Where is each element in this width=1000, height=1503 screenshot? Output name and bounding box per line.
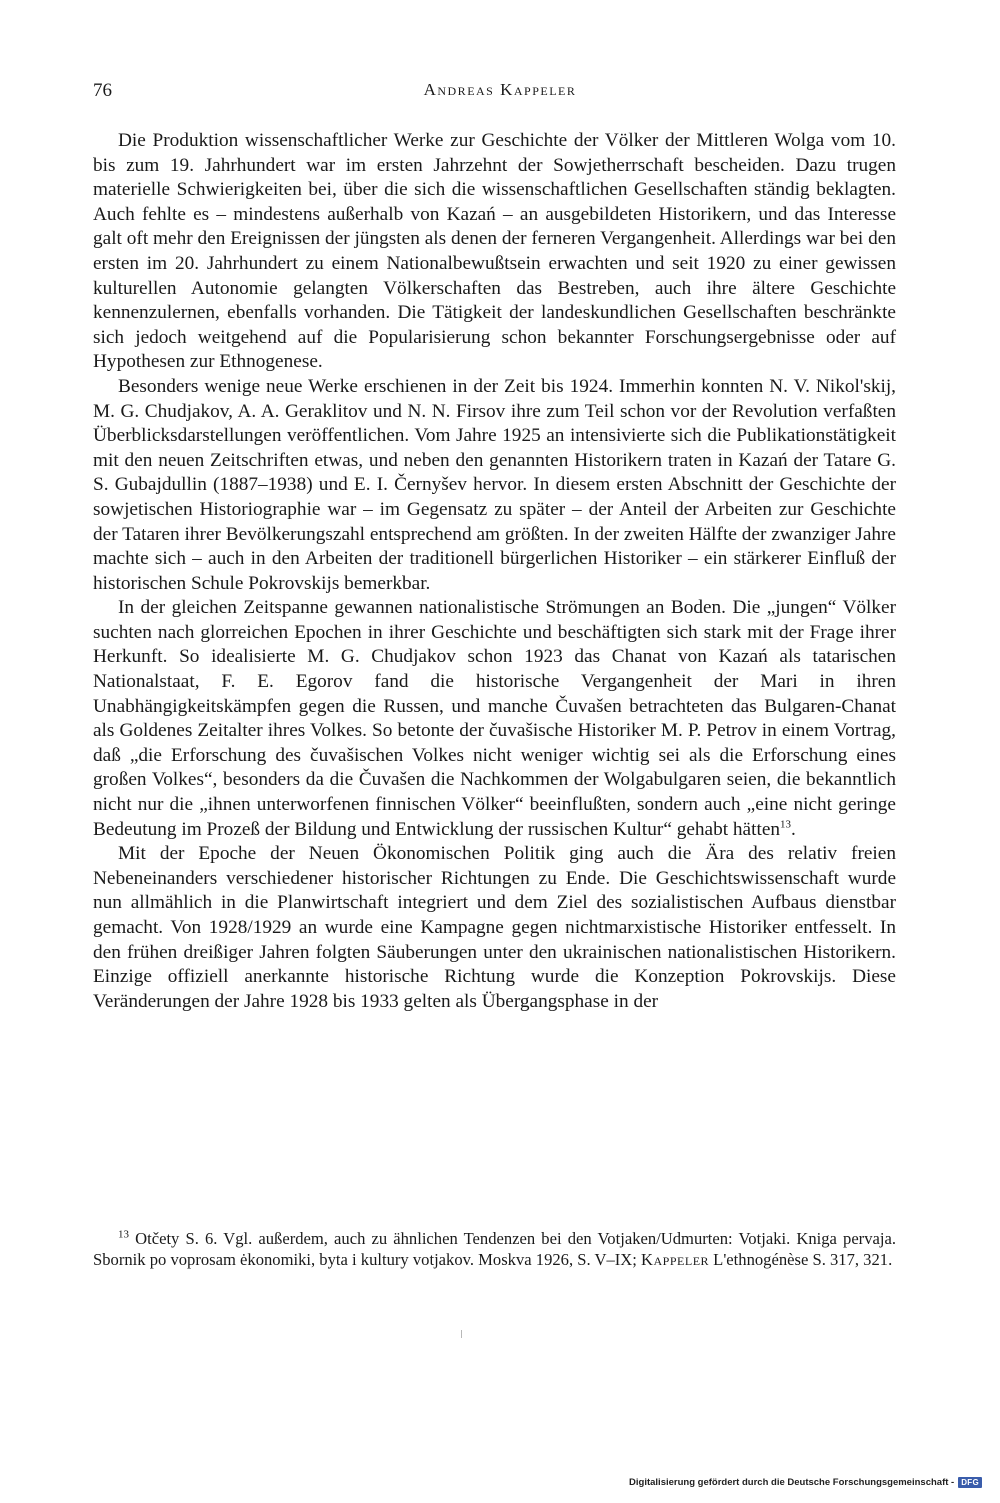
paragraph-1: Die Produktion wissenschaftlicher Werke zur Geschichte der Völker der Mittleren Wolga vom 10. bis zum 19. Jahrhundert war im ersten Jahrzehnt der Sowjetherrschaft bescheiden. Dazu trugen materielle Schwierigkeiten bei, über die sich die wissenschaftlichen Gesellschaften ständig beklagten. Auch fehlte es – mindestens außerhalb von Kazań – an ausgebildeten Historikern, und das Interesse galt oft mehr den Ereignissen der jüngsten als denen der ferneren Vergangenheit. Allerdings war bei den ersten im 20. Jahrhundert zu einem Nationalbewußtsein erwachten und seit 1920 zu einer gewissen kulturellen Autonomie gelangten Völkerschaften das Bestreben, auch ihre ältere Geschichte kennenzulernen, ebenfalls vorhanden. Die Tätigkeit der landeskundlichen Gesellschaften beschränkte sich jedoch weitgehend auf die Popularisierung schon bekannter Forschungsergebnisse oder auf Hypothesen zur Ethnogenese. [93, 130, 896, 373]
paragraph-4: Mit der Epoche der Neuen Ökonomischen Politik ging auch die Ära des relativ freien Nebeneinanders verschiedener historischer Richtungen zu Ende. Die Geschichtswissenschaft wurde nun allmählich in die Planwirtschaft integriert und dem Ziel des sozialistischen Aufbaus dienstbar gemacht. Von 1928/1929 an wurde eine Kampagne gegen nichtmarxistische Historiker entfesselt. In den frühen dreißiger Jahren folgten Säuberungen unter den ukrainischen nationalistischen Historikern. Einzige offiziell anerkannte historische Richtung wurde die Konzeption Pokrovskijs. Diese Veränderungen der Jahre 1928 bis 1933 gelten als Übergangsphase in der [93, 843, 896, 1012]
dfg-logo-icon: DFG [958, 1477, 982, 1488]
funding-notice[interactable] [629, 1477, 982, 1488]
footnote-text-b: L'ethnogénèse S. 317, 321. [709, 1250, 893, 1269]
footnote-text-a: Otčety S. 6. Vgl. außerdem, auch zu ähnlichen Tendenzen bei den Votjaken/Udmurten: Votjaki. Kniga pervaja. Sbornik po voprosam ėkonomiki, byta i kultury votjakov. Moskva 1926, S. V–IX; [93, 1229, 896, 1269]
footnote-author: Kappeler [641, 1250, 710, 1269]
footnote [93, 1228, 896, 1270]
running-head: Andreas Kappeler [423, 80, 577, 99]
paragraph-3-text: In der gleichen Zeitspanne gewannen nationalistische Strömungen an Boden. Die „jungen“ Völker suchten nach glorreichen Epochen in ihrer Geschichte und beschäftigten sich stark mit der Frage ihrer Herkunft. So idealisierte M. G. Chudjakov schon 1923 das Chanat von Kazań als tatarischen Nationalstaat, F. E. Egorov fand die historische Vergangenheit der Mari in ihren Unabhängigkeitskämpfen gegen die Russen, und manche Čuvašen betrachteten das Bulgaren-Chanat als Goldenes Zeitalter ihres Volkes. So betonte der čuvašische Historiker M. P. Petrov in einem Vortrag, daß „die Erforschung des čuvašischen Volkes nicht weniger wichtig sei als die Erforschung eines großen Volkes“, besonders da die Čuvašen die Nachkommen der Wolgabulgaren seien, die bekanntlich nicht nur die „ihnen unterworfenen finnischen Völker“ beeinflußten, sondern auch „eine nicht geringe Bedeutung im Prozeß der Bildung und Entwicklung der russischen Kultur“ gehabt hätten [93, 597, 896, 840]
page-number: 76 [93, 80, 112, 101]
paragraph-3 [93, 596, 896, 842]
paragraph-2: Besonders wenige neue Werke erschienen in der Zeit bis 1924. Immerhin konnten N. V. Nikol'skij, M. G. Chudjakov, A. A. Geraklitov und N. N. Firsov ihre zum Teil schon vor der Revolution verfaßten Überblicksdarstellungen veröffentlichen. Vom Jahre 1925 an intensivierte sich die Publikationstätigkeit mit den neuen Zeitschriften etwas, und neben den genannten Historikern traten in Kazań der Tatare G. S. Gubajdullin (1887–1938) und E. I. Černyšev hervor. In diesem ersten Abschnitt der Geschichte der sowjetischen Historiographie war – im Gegensatz zu später – der Anteil der Arbeiten zur Geschichte der Tataren ihrer Bevölkerungszahl entsprechend am größten. In der zweiten Hälfte der zwanziger Jahre machte sich – auch in den Arbeiten der traditionell bürgerlichen Historiker – ein stärkerer Einfluß der historischen Schule Pokrovskijs bemerkbar. [93, 375, 896, 594]
center-mark [461, 1330, 462, 1338]
funding-notice-text: Digitalisierung gefördert durch die Deutsche Forschungsgemeinschaft - [629, 1477, 955, 1488]
footnote-number: 13 [118, 1228, 129, 1241]
footnote-reference[interactable]: 13 [780, 818, 792, 831]
paragraph-3-end: . [791, 818, 796, 840]
body-text [93, 129, 896, 1014]
